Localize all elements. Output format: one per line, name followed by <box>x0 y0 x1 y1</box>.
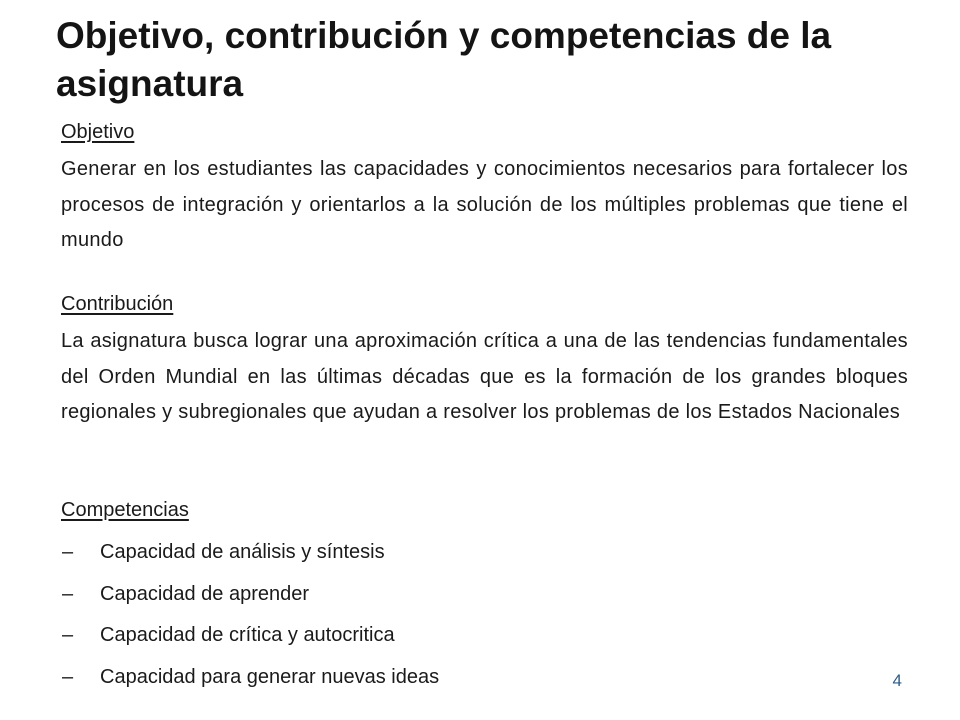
section-competencias <box>61 496 908 698</box>
dash-bullet-icon: – <box>62 541 74 563</box>
objetivo-text: Generar en los estudiantes las capacidades y conocimientos necesarios para fortalecer los procesos de integración y orientarlos a la solución de los múltiples problemas que tiene el mundo <box>61 158 908 251</box>
contribucion-text: La asignatura busca lograr una aproximación crítica a una de las tendencias fundamentales del Orden Mundial en las últimas décadas que es la formación de los grandes bloques regionales y subregionales que ayudan a resolver los problemas de los Estados Nacionales <box>61 330 908 423</box>
section-contribucion <box>61 290 908 431</box>
section-objetivo <box>61 118 908 259</box>
list-item <box>61 532 908 574</box>
list-item-label: Capacidad de aprender <box>100 582 310 605</box>
dash-bullet-icon: – <box>62 582 74 605</box>
list-item <box>61 657 908 699</box>
list-item-label: Capacidad de crítica y autocritica <box>100 624 395 646</box>
list-item <box>61 574 908 616</box>
competencias-heading: Competencias <box>61 499 189 521</box>
dash-bullet-icon: – <box>62 624 74 646</box>
list-item-label: Capacidad de análisis y síntesis <box>100 541 385 563</box>
list-item-label: Capacidad para generar nuevas ideas <box>100 665 440 688</box>
objetivo-heading: Objetivo <box>61 121 135 143</box>
dash-bullet-icon: – <box>62 665 74 688</box>
competencias-list <box>61 532 908 698</box>
contribucion-heading: Contribución <box>61 293 174 315</box>
page-number: 4 <box>892 671 902 690</box>
slide-title: Objetivo, contribución y competencias de la asignatura <box>56 15 832 104</box>
list-item <box>61 615 908 657</box>
